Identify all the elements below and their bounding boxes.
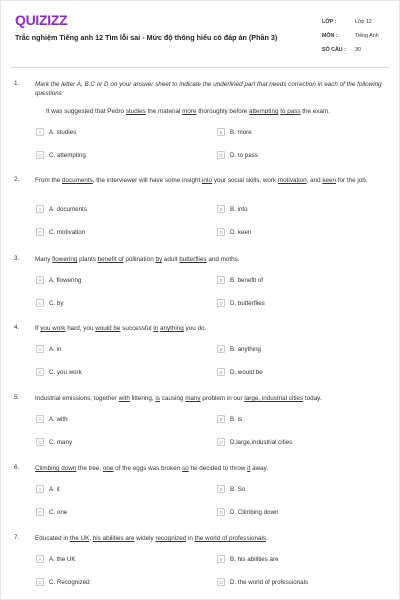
answer-option-c[interactable] xyxy=(36,436,72,448)
option-letter-box: C xyxy=(36,299,44,307)
meta-label: MÔN : xyxy=(322,33,338,39)
option-text: B. more xyxy=(230,128,252,136)
underlined-part: by xyxy=(155,256,163,263)
question-text: Climbing down the tree, one of the eggs was broken so he decided to throw it away. xyxy=(35,465,269,472)
option-text: A. with xyxy=(49,415,68,423)
quizizz-logo: QUIZIZZ xyxy=(15,12,68,28)
answer-option-d[interactable] xyxy=(217,149,258,161)
option-text: A. the UK xyxy=(49,555,76,563)
option-letter-box: D xyxy=(217,151,225,159)
option-text: D. would be xyxy=(230,368,263,376)
underlined-part: motivation xyxy=(277,177,307,184)
option-text: D. to pass xyxy=(230,151,258,159)
option-text: C. many xyxy=(49,438,73,446)
option-text: D. keen xyxy=(230,228,252,236)
question-text: Industrial emissions, together with littering, is causing many problem in our large, industrial cities today. xyxy=(35,395,322,402)
underlined-part: is xyxy=(155,395,160,402)
answer-option-a[interactable] xyxy=(36,203,87,215)
option-text: A. it xyxy=(49,485,60,493)
option-text: C. you work xyxy=(49,368,82,376)
meta-info xyxy=(322,15,392,57)
option-text: C. one xyxy=(49,508,68,516)
question-number: 1. xyxy=(14,80,20,87)
option-letter-box: C xyxy=(36,368,44,376)
answer-option-a[interactable] xyxy=(36,483,60,495)
underlined-part: his abilities are xyxy=(92,535,135,542)
option-letter-box: C xyxy=(36,508,44,516)
meta-value: Tiếng Anh xyxy=(355,33,379,39)
underlined-part: with xyxy=(118,395,130,402)
option-text: A. flowering xyxy=(49,276,82,284)
option-letter-box: A xyxy=(36,128,44,136)
answer-option-d[interactable] xyxy=(217,506,279,518)
meta-value: Lớp 12 xyxy=(355,19,372,25)
option-text: D.large,industrial cities xyxy=(230,438,293,446)
answer-option-d[interactable] xyxy=(217,576,308,588)
answer-option-c[interactable] xyxy=(36,506,67,518)
option-letter-box: A xyxy=(36,276,44,284)
option-letter-box: B xyxy=(217,205,225,213)
underlined-part: anything xyxy=(160,325,184,332)
underlined-part: attempting xyxy=(249,108,279,115)
option-letter-box: D xyxy=(217,299,225,307)
option-letter-box: B xyxy=(217,128,225,136)
underlined-part: more xyxy=(182,108,197,115)
underlined-part: would be xyxy=(95,325,121,332)
answer-option-b[interactable] xyxy=(217,413,242,425)
answer-option-a[interactable] xyxy=(36,343,61,355)
answer-option-d[interactable] xyxy=(217,366,263,378)
answer-option-b[interactable] xyxy=(217,553,279,565)
question-number: 4. xyxy=(14,324,20,331)
question-text: From the documents, the interviewer will have some insight into your social skills, work motivation, and keen for the job. xyxy=(35,177,368,184)
answer-option-a[interactable] xyxy=(36,413,68,425)
option-letter-box: D xyxy=(217,508,225,516)
option-letter-box: D xyxy=(217,578,225,586)
answer-option-b[interactable] xyxy=(217,483,245,495)
underlined-part: flowering xyxy=(52,256,78,263)
underlined-part: many xyxy=(185,395,201,402)
question-number: 6. xyxy=(14,464,20,471)
option-letter-box: A xyxy=(36,345,44,353)
option-letter-box: A xyxy=(36,205,44,213)
underlined-part: so xyxy=(182,465,189,472)
answer-option-b[interactable] xyxy=(217,343,261,355)
meta-row-subject xyxy=(322,29,392,43)
header-divider xyxy=(11,67,389,68)
question-number: 3. xyxy=(14,255,20,262)
option-text: C. Recognized xyxy=(49,578,90,586)
underlined-part: into xyxy=(201,177,213,184)
question-text: Mark the letter A, B,C or D on your answer sheet to indicate the underlined part that needs correction in each of the following questions xyxy=(35,81,382,97)
option-text: C. motivation xyxy=(49,228,86,236)
answer-option-c[interactable] xyxy=(36,149,86,161)
option-letter-box: C xyxy=(36,438,44,446)
underlined-part: Climbing down xyxy=(35,465,77,472)
option-letter-box: B xyxy=(217,345,225,353)
option-letter-box: A xyxy=(36,555,44,563)
underlined-part: to pass xyxy=(280,108,301,115)
question-number: 5. xyxy=(14,394,20,401)
meta-label: LỚP : xyxy=(322,19,337,25)
underlined-part: large, industrial cities xyxy=(244,395,304,402)
option-letter-box: C xyxy=(36,151,44,159)
answer-option-c[interactable] xyxy=(36,297,63,309)
meta-label: SỐ CÂU : xyxy=(322,47,346,53)
option-letter-box: D xyxy=(217,368,225,376)
underlined-part: butterflies xyxy=(179,256,207,263)
underlined-part: documents xyxy=(61,177,93,184)
option-text: D. the world of professionals xyxy=(230,578,309,586)
option-text: A. documents xyxy=(49,205,87,213)
option-text: A. in xyxy=(49,345,62,353)
option-text: D. Climbing down xyxy=(230,508,279,516)
option-text: C. by xyxy=(49,299,64,307)
option-text: A. studies xyxy=(49,128,77,136)
option-text: C. attempting xyxy=(49,151,86,159)
answer-option-d[interactable] xyxy=(217,226,251,238)
underlined-part: you work xyxy=(40,325,66,332)
answer-option-d[interactable] xyxy=(217,436,292,448)
underlined-part: the world of professionals xyxy=(194,535,267,542)
option-text: B. his abilities are xyxy=(230,555,279,563)
answer-option-c[interactable] xyxy=(36,576,90,588)
underlined-part: studies xyxy=(125,108,146,115)
option-text: B. benefit of xyxy=(230,276,264,284)
answer-option-d[interactable] xyxy=(217,297,265,309)
answer-option-c[interactable] xyxy=(36,226,85,238)
option-letter-box: D xyxy=(217,438,225,446)
meta-row-grade xyxy=(322,15,392,29)
question-text: Educated in the UK, his abilities are widely recognized in the world of professionals. xyxy=(35,535,268,542)
option-text: B. So xyxy=(230,485,246,493)
option-text: B. is xyxy=(230,415,243,423)
meta-value: 30 xyxy=(355,47,361,53)
underlined-part: one xyxy=(102,465,114,472)
underlined-part: in xyxy=(153,325,159,332)
answer-option-a[interactable] xyxy=(36,274,81,286)
underlined-part: it xyxy=(247,465,251,472)
option-letter-box: B xyxy=(217,555,225,563)
option-letter-box: C xyxy=(36,228,44,236)
option-letter-box: A xyxy=(36,485,44,493)
underlined-part: the UK xyxy=(70,535,90,542)
answer-option-b[interactable] xyxy=(217,274,263,286)
option-letter-box: A xyxy=(36,415,44,423)
answer-option-b[interactable] xyxy=(217,126,252,138)
question-text: If you work hard, you would be successful in anything you do. xyxy=(35,325,207,332)
question-sentence: It was suggested that Pedro studies the material more thoroughly before attempting to pass the exam. xyxy=(46,108,330,115)
meta-row-count xyxy=(322,43,392,57)
underlined-part: benefit of xyxy=(97,256,124,263)
option-text: D. butterflies xyxy=(230,299,265,307)
option-letter-box: D xyxy=(217,228,225,236)
option-letter-box: B xyxy=(217,415,225,423)
question-number: 2. xyxy=(14,176,20,183)
option-text: B. anything xyxy=(230,345,261,353)
answer-option-b[interactable] xyxy=(217,203,248,215)
underlined-part: recognized xyxy=(155,535,187,542)
underlined-part: keen xyxy=(322,177,337,184)
answer-option-a[interactable] xyxy=(36,553,75,565)
question-text: Many flowering plants benefit of pollination by adult butterflies and moths. xyxy=(35,256,240,263)
answer-option-a[interactable] xyxy=(36,126,76,138)
option-letter-box: C xyxy=(36,578,44,586)
option-letter-box: B xyxy=(217,485,225,493)
option-text: B. into xyxy=(230,205,248,213)
question-number: 7. xyxy=(14,534,20,541)
answer-option-c[interactable] xyxy=(36,366,82,378)
page-title: Trắc nghiệm Tiếng anh 12 Tìm lỗi sai - Mức độ thông hiểu có đáp án (Phần 3) xyxy=(15,33,278,42)
option-letter-box: B xyxy=(217,276,225,284)
